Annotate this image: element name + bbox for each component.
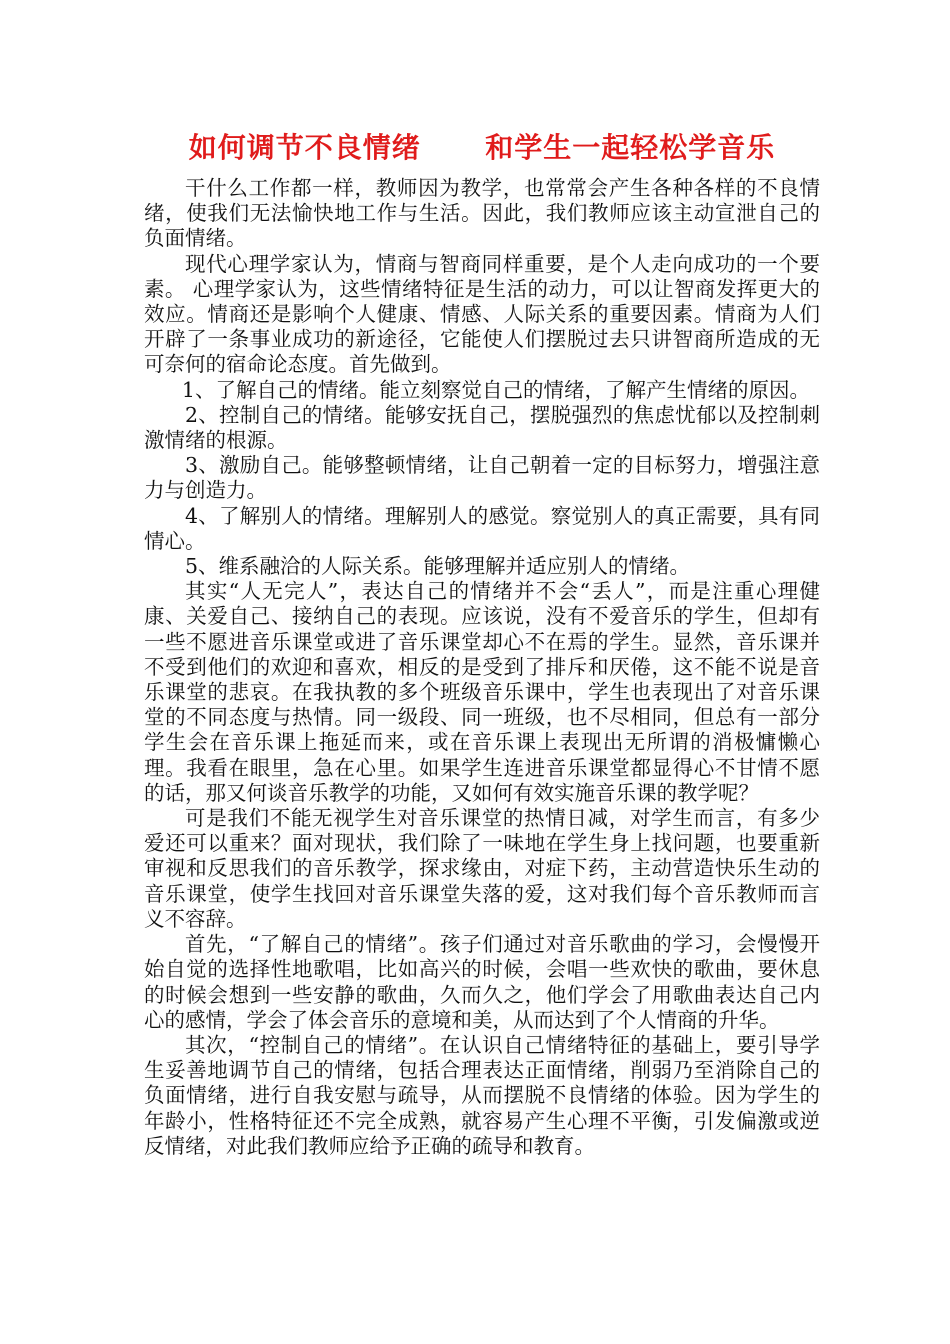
paragraph-music-class: 其实“人无完人”，表达自己的情绪并不会“丢人”，而是注重心理健康、关爱自己、接纳自己的表现。应该说，没有不爱音乐的学生，但却有一些不愿进音乐课堂或进了音乐课堂却心不在焉的学生。显然，音乐课并不受到他们的欢迎和喜欢，相反的是受到了排斥和厌倦，这不能不说是音乐课堂的悲哀。在我执教的多个班级音乐课中，学生也表现出了对音乐课堂的不同态度与热情。同一级段、同一班级，也不尽相同，但总有一部分学生会在音乐课上拖延而来，或在音乐课上表现出无所谓的消极慵懒心理。我看在眼里，急在心里。如果学生连进音乐课堂都显得心不甘情不愿的话，那又何谈音乐教学的功能，又如何有效实施音乐课的教学呢？	[144, 579, 820, 805]
document-title: 如何调节不良情绪 和学生一起轻松学音乐	[188, 131, 776, 164]
paragraph-first: 首先，“了解自己的情绪”。孩子们通过对音乐歌曲的学习，会慢慢开始自觉的选择性地歌唱，比如高兴的时候，会唱一些欢快的歌曲，要休息的时候会想到一些安静的歌曲，久而久之，他们学会了用歌曲表达自己内心的感情，学会了体会音乐的意境和美，从而达到了个人情商的升华。	[144, 932, 820, 1032]
document-page	[144, 128, 820, 1159]
list-item-3: 3、激励自己。能够整顿情绪，让自己朝着一定的目标努力，增强注意力与创造力。	[144, 453, 820, 503]
paragraph-intro: 干什么工作都一样，教师因为教学，也常常会产生各种各样的不良情绪，使我们无法愉快地工作与生活。因此，我们教师应该主动宣泄自己的负面情绪。	[144, 176, 820, 251]
paragraph-reflection: 可是我们不能无视学生对音乐课堂的热情日减，对学生而言，有多少爱还可以重来？面对现状，我们除了一味地在学生身上找问题，也要重新审视和反思我们的音乐教学，探求缘由，对症下药，主动营造快乐生动的音乐课堂，使学生找回对音乐课堂失落的爱，这对我们每个音乐教师而言义不容辞。	[144, 806, 820, 931]
list-item-4: 4、了解别人的情绪。理解别人的感觉。察觉别人的真正需要，具有同情心。	[144, 503, 820, 553]
list-item-5: 5、维系融洽的人际关系。能够理解并适应别人的情绪。	[185, 554, 691, 579]
paragraph-eq-theory: 现代心理学家认为，情商与智商同样重要，是个人走向成功的一个要素。 心理学家认为，这些情绪特征是生活的动力，可以让智商发挥更大的效应。情商还是影响个人健康、情感、人际关系的重要因素。情商为人们开辟了一条事业成功的新途径，它能使人们摆脱过去只讲智商所造成的无可奈何的宿命论态度。首先做到。	[144, 251, 820, 377]
paragraph-second: 其次，“控制自己的情绪”。在认识自己情绪特征的基础上，要引导学生妥善地调节自己的情绪，包括合理表达正面情绪，削弱乃至消除自己的负面情绪，进行自我安慰与疏导，从而摆脱不良情绪的体验。因为学生的年龄小，性格特征还不完全成熟，就容易产生心理不平衡，引发偏激或逆反情绪，对此我们教师应给予正确的疏导和教育。	[144, 1032, 820, 1158]
list-item-1: 1、了解自己的情绪。能立刻察觉自己的情绪，了解产生情绪的原因。	[181, 377, 810, 402]
list-item-2: 2、控制自己的情绪。能够安抚自己，摆脱强烈的焦虑忧郁以及控制刺激情绪的根源。	[144, 402, 820, 453]
